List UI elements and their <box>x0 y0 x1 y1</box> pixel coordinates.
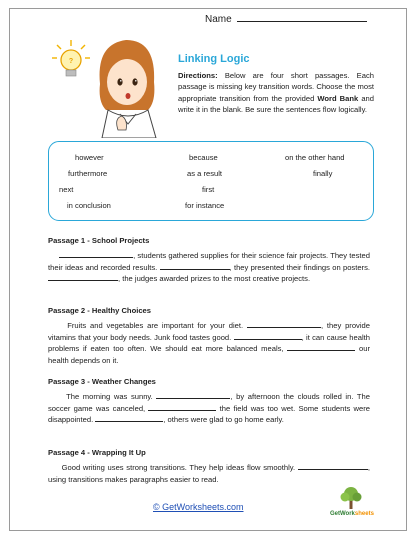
worksheet-title: Linking Logic <box>178 53 250 65</box>
passage-segment: , the judges awarded prizes to the most creative projects. <box>118 274 311 284</box>
svg-text:?: ? <box>68 58 74 65</box>
answer-blank[interactable] <box>234 332 302 340</box>
passage-segment: our health depends on it. <box>48 344 370 365</box>
passage-segment: The morning was sunny. <box>66 392 157 401</box>
answer-blank[interactable] <box>160 262 230 270</box>
word-bank-item: as a result <box>187 169 223 178</box>
word-bank-item: next <box>59 185 74 194</box>
passage-segment: , students gathered supplies for their science fair projects. They tested their ideas and recorded results. <box>48 251 370 272</box>
answer-blank[interactable] <box>247 320 321 328</box>
answer-blank[interactable] <box>59 250 133 258</box>
logo-text-b: sheets <box>354 511 374 517</box>
word-bank-item: for instance <box>185 201 225 210</box>
passage-heading: Passage 1 - School Projects <box>48 236 150 245</box>
answer-blank[interactable] <box>148 403 216 411</box>
directions-text-after: and write it in the blank. Be sure the sentences flow logically. <box>178 93 374 115</box>
word-bank <box>48 141 374 221</box>
lightbulb-icon <box>52 40 90 76</box>
word-bank-label: Word Bank <box>317 93 359 103</box>
passage-heading: Passage 3 - Weather Changes <box>48 377 156 386</box>
logo-text <box>330 511 374 517</box>
word-bank-item: furthermore <box>68 169 108 178</box>
word-bank-item: because <box>189 153 218 162</box>
word-bank-item: finally <box>313 169 333 178</box>
passage-text <box>48 462 370 485</box>
directions-label: Directions: <box>178 71 218 80</box>
passage-heading: Passage 4 - Wrapping It Up <box>48 448 146 457</box>
passage-text <box>48 391 370 426</box>
passage-segment: , by afternoon the clouds rolled in. The soccer game was canceled, <box>48 392 370 413</box>
girl-illustration <box>44 26 166 138</box>
directions <box>178 70 374 116</box>
passage-segment: Good writing uses strong transitions. They help ideas flow smoothly. <box>61 463 298 472</box>
passage-segment: , they presented their findings on posters. <box>229 262 370 272</box>
directions-text-before: Below are four short passages. Each passage is missing key transition words. Choose the most appropriate transition from the provided <box>178 71 374 103</box>
name-row <box>205 12 367 25</box>
name-field[interactable] <box>237 12 367 22</box>
word-bank-item: first <box>202 185 215 194</box>
answer-blank[interactable] <box>298 462 368 470</box>
name-label: Name <box>205 14 232 25</box>
passage-heading: Passage 2 - Healthy Choices <box>48 306 151 315</box>
answer-blank[interactable] <box>156 391 230 399</box>
word-bank-item: in conclusion <box>67 201 111 210</box>
answer-blank[interactable] <box>287 343 355 351</box>
passage-segment: the field was too wet. Some students were disappointed. <box>48 403 370 425</box>
logo-text-a: GetWork <box>330 511 355 517</box>
passage-text <box>48 320 370 366</box>
tree-logo-icon <box>337 485 365 511</box>
passage-text <box>48 250 370 285</box>
word-bank-item: on the other hand <box>285 153 345 162</box>
answer-blank[interactable] <box>95 414 163 422</box>
passage-segment: , it can cause health problems if eaten too often. We should eat more balanced meals, <box>48 332 370 354</box>
passage-segment: , they provide vitamins that your body needs. Junk food tastes good. <box>48 321 370 342</box>
answer-blank[interactable] <box>48 273 118 281</box>
passage-segment: Fruits and vegetables are important for your diet. <box>67 321 247 330</box>
passage-segment: , using transitions makes paragraphs easier to read. <box>48 463 370 484</box>
word-bank-item: however <box>75 153 104 162</box>
passage-segment: , others were glad to go home early. <box>163 415 284 425</box>
footer-link[interactable]: © GetWorksheets.com <box>153 502 244 512</box>
